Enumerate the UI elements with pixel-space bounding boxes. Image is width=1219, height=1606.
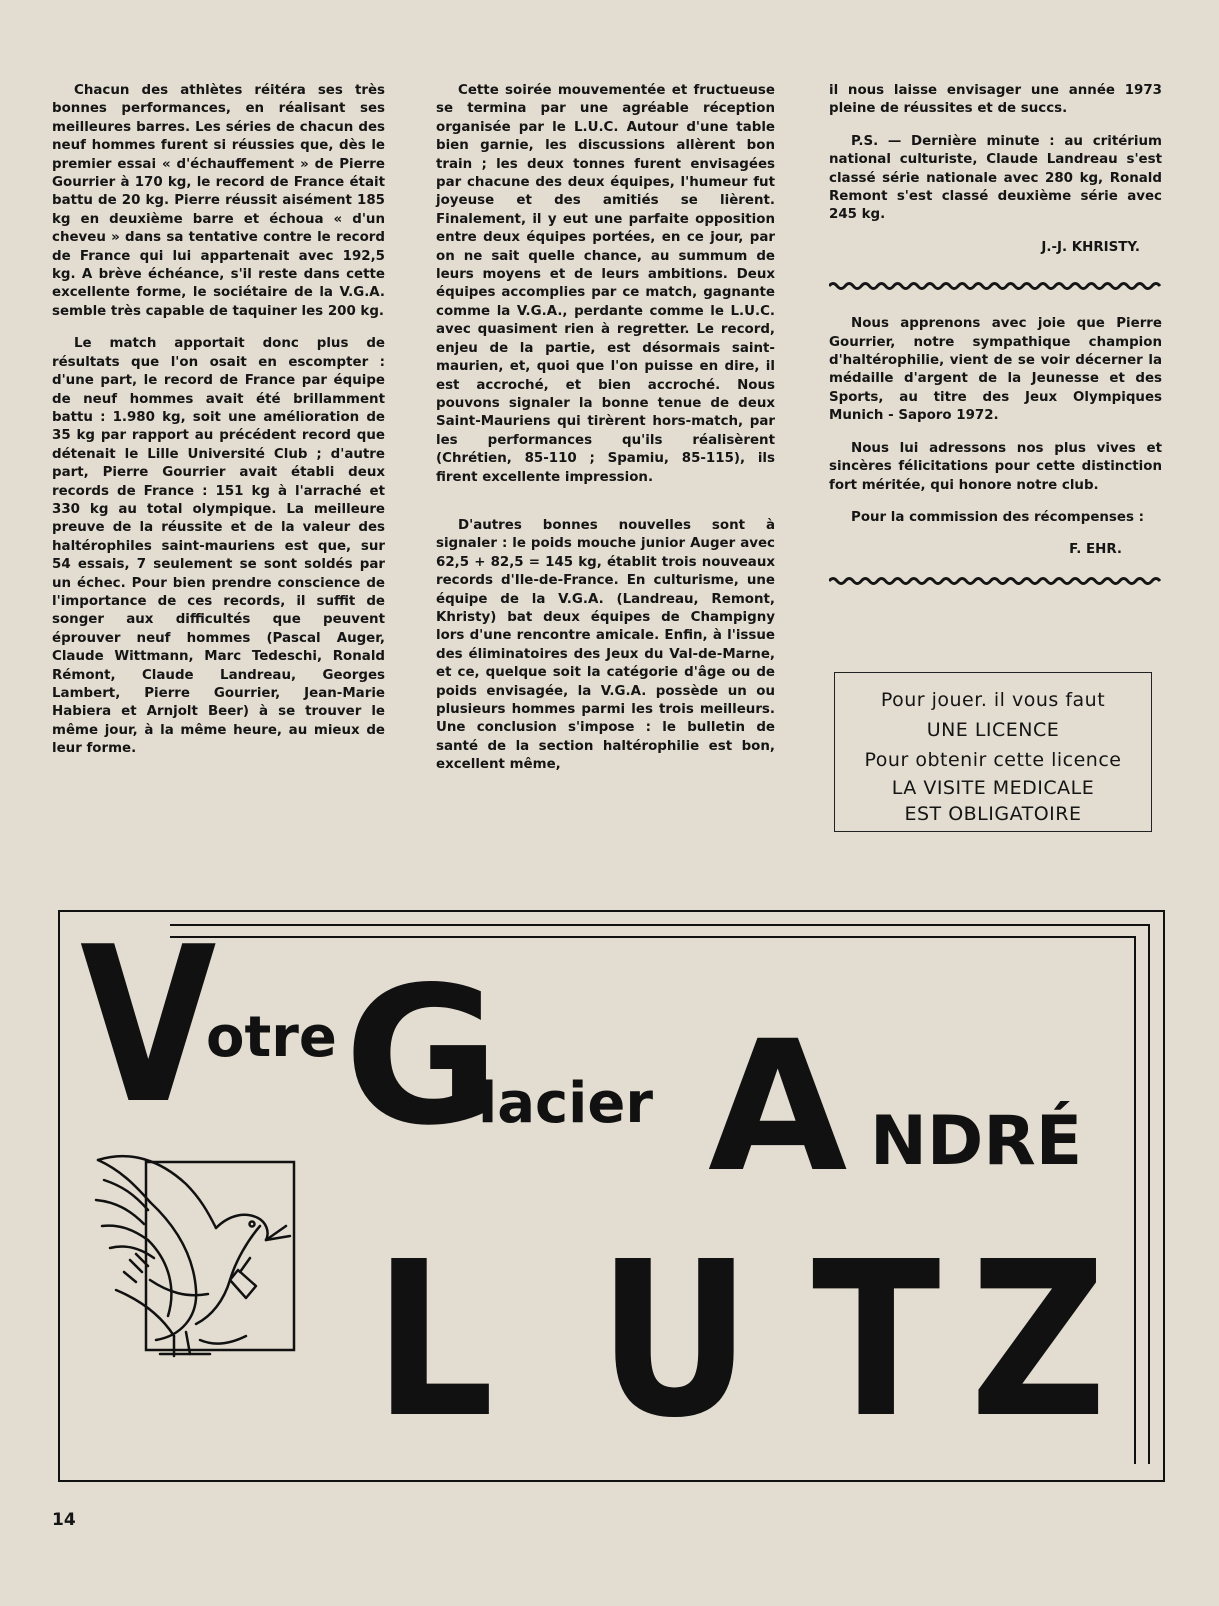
paragraph: Nous apprenons avec joie que Pierre Gourrier, notre sympathique champion d'haltérophilie, vient de se voir décerner la médaille d'argent de la Jeunesse et des Sports, au titre des Jeux Olympiques Munich - Saporo 1972.: [829, 316, 1162, 424]
page-number: 14: [52, 1510, 76, 1530]
licence-line: UNE LICENCE: [926, 719, 1060, 741]
ad-rule: [170, 924, 1150, 926]
signature: J.-J. KHRISTY.: [1041, 239, 1140, 255]
stork-icon: [90, 1140, 304, 1362]
word-lacier: lacier: [478, 1071, 653, 1136]
wavy-divider: [829, 576, 1162, 586]
initial-v: V: [80, 900, 217, 1151]
paragraph: P.S. — Dernière minute : au critérium national culturiste, Claude Landreau s'est classé série nationale avec 280 kg, Ronald Remont s'est classé deuxième série avec 245 kg.: [829, 133, 1162, 223]
ad-rule: [170, 936, 1136, 938]
licence-line: LA VISITE MEDICALE: [891, 777, 1095, 799]
word-ndre: NDRÉ: [870, 1102, 1083, 1181]
licence-line: EST OBLIGATOIRE: [904, 803, 1082, 825]
lutz-letter: U: [598, 1216, 751, 1465]
paragraph: Nous lui adressons nos plus vives et sincères félicitations pour cette distinction fort méritée, qui honore notre club.: [829, 440, 1162, 493]
licence-notice-box: [834, 672, 1152, 832]
paragraph: il nous laisse envisager une année 1973 pleine de réussites et de succs.: [829, 83, 1162, 117]
paragraph: Le match apportait donc plus de résultats que l'on osait en escompter : d'une part, le record de France par équipe de neuf hommes avait été brillamment battu : 1.980 kg, soit une amélioration de 35 kg par rapport au précédent record que détenait le Lille Université Club ; d'autre part, Pierre Gourrier avait établi deux records de France : 151 kg à l'arraché et 330 kg au total olympique. La meilleure preuve de la réussite et de la valeur des haltérophiles saint-mauriens est que, sur 54 essais, 7 seulement se sont soldés par un échec. Pour bien prendre conscience de l'importance de ces records, il suffit de songer aux difficultés que peuvent éprouver neuf hommes (Pascal Auger, Claude Wittmann, Marc Tedeschi, Ronald Rémont, Claude Landreau, Georges Lambert, Pierre Gourrier, Jean-Marie Habiera et Arnjolt Beer) à se trouver le même jour, à la même heure, au mieux de leur forme.: [52, 336, 385, 757]
paragraph: Pour la commission des récompenses :: [851, 509, 1144, 525]
lutz-letter: T: [812, 1216, 941, 1465]
lutz-letter: L: [374, 1216, 495, 1465]
ad-rule: [1134, 936, 1136, 1464]
initial-g: G: [344, 946, 500, 1167]
signature: F. EHR.: [1069, 542, 1122, 558]
glacier-advertisement: [58, 900, 1165, 1482]
initial-a: A: [708, 1003, 848, 1212]
article-column-2: [436, 82, 775, 775]
word-otre: otre: [206, 1005, 337, 1070]
article-column-3: [829, 82, 1162, 610]
wavy-divider: [829, 281, 1162, 291]
paragraph: Cette soirée mouvementée et fructueuse se termina par une agréable réception organisée par le L.U.C. Autour d'une table bien garnie, les discussions allèrent bon train ; les deux tonnes furent envisagées par chacune des deux équipes, l'humeur fut joyeuse et des amitiés se lièrent. Finalement, il y eut une parfaite opposition entre deux équipes portées, en ce jour, par on ne sait quelle chance, au summum de leurs moyens et de leurs ambitions. Deux équipes accomplies par ce match, gagnante comme la V.G.A., perdante comme le L.U.C. avec quasiment rien à regretter. Le record, enjeu de la partie, est désormais saint-maurien, et, quoi que l'on puisse en dire, il est accroché, et bien accroché. Nous pouvons signaler la bonne tenue de deux Saint-Mauriens qui tirèrent hors-match, par les performances qu'ils réalisèrent (Chrétien, 85-110 ; Spamiu, 85-115), ils firent excellente impression.: [436, 83, 775, 485]
licence-line: Pour jouer. il vous faut: [880, 689, 1106, 711]
paragraph: D'autres bonnes nouvelles sont à signaler : le poids mouche junior Auger avec 62,5 + 82,5 = 145 kg, établit trois nouveaux records d'Ile-de-France. En culturisme, une équipe de la V.G.A. (Landreau, Remont, Khristy) bat deux équipes de Champigny lors d'une rencontre amicale. Enfin, à l'issue des éliminatoires des Jeux du Val-de-Marne, et ce, quelque soit la catégorie d'âge ou de poids envisagée, la V.G.A. possède un ou plusieurs hommes parmi les trois meilleurs. Une conclusion s'impose : le bulletin de santé de la section haltérophilie est bon, excellent même,: [436, 517, 775, 773]
lutz-letter: Z: [970, 1216, 1107, 1465]
article-column-1: [52, 82, 385, 759]
ad-rule: [1148, 924, 1150, 1464]
licence-line: Pour obtenir cette licence: [864, 749, 1122, 771]
paragraph: Chacun des athlètes réitéra ses très bonnes performances, en réalisant ses meilleures barres. Les séries de chacun des neuf hommes furent si réussies que, dès le premier essai « d'échauffement » de Pierre Gourrier à 170 kg, le record de France était battu de 20 kg. Pierre réussit aisément 185 kg en deuxième barre et échoua « d'un cheveu » dans sa tentative contre le record de France qui lui appartenait avec 192,5 kg. A brève échéance, s'il reste dans cette excellente forme, le sociétaire de la V.G.A. semble très capable de taquiner les 200 kg.: [52, 83, 385, 319]
